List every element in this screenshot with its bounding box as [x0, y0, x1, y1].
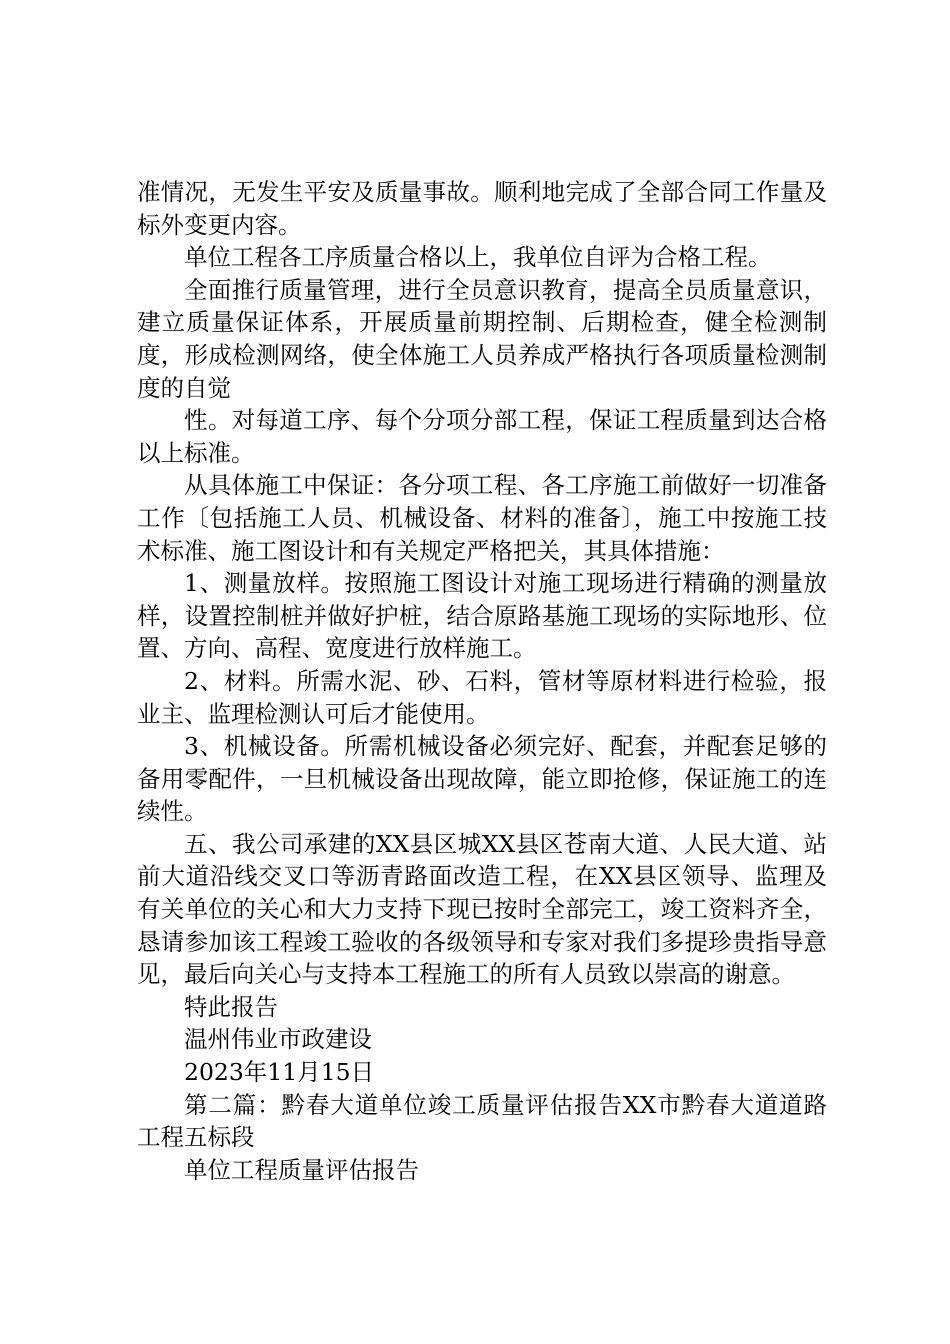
paragraph-5: 从具体施工中保证：各分项工程、各工序施工前做好一切准备工作〔包括施工人员、机械设备、材料的准备〕，施工中按施工技术标准、施工图设计和有关规定严格把关，其具体措施：	[137, 471, 827, 565]
section-subheading: 单位工程质量评估报告	[184, 1155, 419, 1184]
signature-company: 温州伟业市政建设	[184, 1025, 372, 1054]
signature-date: 2023年11月15日	[184, 1058, 375, 1087]
document-page	[137, 176, 827, 1186]
closing-phrase: 特此报告	[184, 992, 278, 1021]
paragraph-8: 3、机械设备。所需机械设备必须完好、配套，并配套足够的备用零配件，一旦机械设备出现故障，能立即抢修，保证施工的连续性。	[137, 732, 827, 826]
paragraph-7: 2、材料。所需水泥、砂、石料，管材等原材料进行检验，报业主、监理检测认可后才能使用。	[137, 666, 827, 728]
paragraph-3: 全面推行质量管理，进行全员意识教育，提高全员质量意识，建立质量保证体系，开展质量前期控制、后期检查，健全检测制度，形成检测网络，使全体施工人员养成严格执行各项质量检测制度的自觉	[137, 275, 827, 402]
paragraph-1: 准情况，无发生平安及质量事故。顺利地完成了全部合同工作量及标外变更内容。	[137, 178, 827, 239]
paragraph-2: 单位工程各工序质量合格以上，我单位自评为合格工程。	[184, 243, 772, 272]
section-heading: 第二篇：黔春大道单位竣工质量评估报告XX市黔春大道道路工程五标段	[137, 1090, 827, 1152]
paragraph-9: 五、我公司承建的XX县区城XX县区苍南大道、人民大道、站前大道沿线交叉口等沥青路面改造工程，在XX县区领导、监理及有关单位的关心和大力支持下现已按时全部完工，竣工资料齐全，恳请参加该工程竣工验收的各级领导和专家对我们多提珍贵指导意见，最后向关心与支持本工程施工的所有人员致以崇高的谢意。	[137, 829, 827, 989]
paragraph-6: 1、测量放样。按照施工图设计对施工现场进行精确的测量放样，设置控制桩并做好护桩，结合原路基施工现场的实际地形、位置、方向、高程、宽度进行放样施工。	[137, 569, 827, 663]
paragraph-4: 性。对每道工序、每个分项分部工程，保证工程质量到达合格以上标准。	[137, 406, 827, 467]
